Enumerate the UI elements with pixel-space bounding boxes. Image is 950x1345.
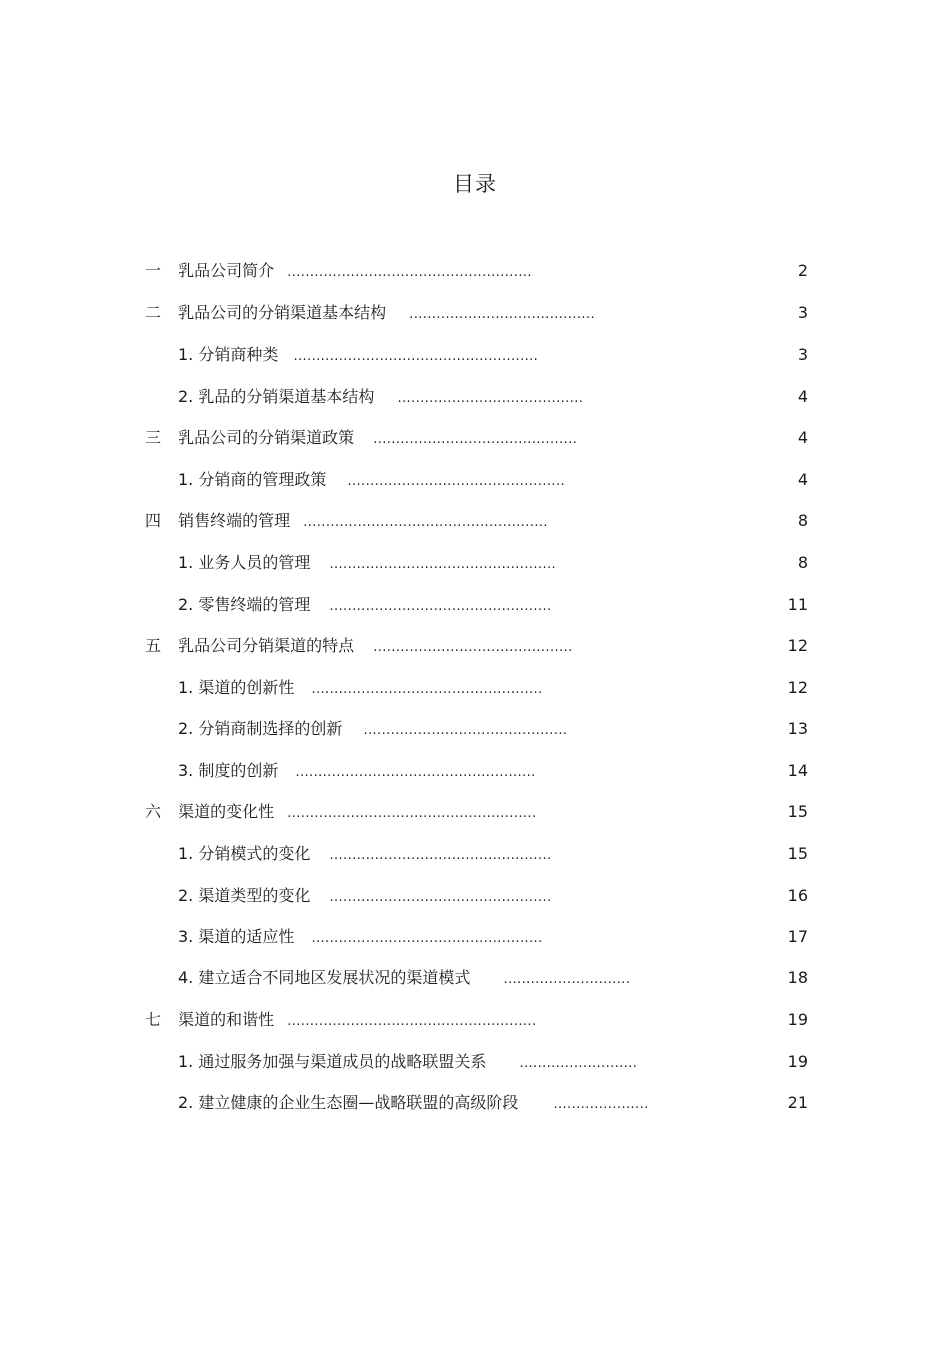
toc-entry[interactable] bbox=[145, 800, 536, 824]
toc-entry[interactable] bbox=[145, 1008, 536, 1032]
toc-entry-leader: ................................................... bbox=[311, 931, 543, 946]
toc-entry-leader: ................................................... bbox=[311, 682, 543, 697]
toc-entry-page: 11 bbox=[787, 595, 808, 614]
toc-entry-label: 4. 建立适合不同地区发展状况的渠道模式 bbox=[178, 968, 471, 987]
toc-entry-number: 七 bbox=[145, 1010, 162, 1029]
toc-entry[interactable] bbox=[178, 966, 630, 990]
toc-entry-label: 1. 分销模式的变化 bbox=[178, 844, 311, 863]
toc-entry-label: 3. 制度的创新 bbox=[178, 761, 279, 780]
toc-entry-leader: ......................................... bbox=[397, 391, 584, 406]
toc-entry-label: 乳品公司的分销渠道基本结构 bbox=[178, 303, 387, 322]
toc-entry-leader: ............................................. bbox=[363, 723, 568, 738]
toc-entry-leader: ....................................................... bbox=[287, 806, 537, 821]
toc-entry-leader: ................................................. bbox=[329, 890, 552, 905]
toc-entry-page: 3 bbox=[797, 345, 808, 364]
toc-entry-page: 8 bbox=[797, 511, 808, 530]
toc-entry-page: 4 bbox=[797, 470, 808, 489]
toc-entry-page: 14 bbox=[787, 761, 808, 780]
toc-entry[interactable] bbox=[178, 551, 556, 575]
toc-entry-label: 1. 渠道的创新性 bbox=[178, 678, 295, 697]
toc-entry-page: 4 bbox=[797, 428, 808, 447]
toc-entry[interactable] bbox=[178, 884, 552, 908]
toc-entry-number: 四 bbox=[145, 511, 162, 530]
toc-entry-leader: .................................................. bbox=[329, 557, 557, 572]
toc-entry-leader: ................................................. bbox=[329, 848, 552, 863]
toc-entry[interactable] bbox=[145, 426, 577, 450]
toc-entry-page: 16 bbox=[787, 886, 808, 905]
toc-entry-page: 19 bbox=[787, 1052, 808, 1071]
toc-entry-number: 二 bbox=[145, 303, 162, 322]
toc-entry-label: 2. 乳品的分销渠道基本结构 bbox=[178, 387, 375, 406]
toc-entry-number: 三 bbox=[145, 428, 162, 447]
toc-entry-leader: .......................... bbox=[519, 1056, 638, 1071]
toc-entry-page: 21 bbox=[787, 1093, 808, 1112]
toc-entry-label: 渠道的变化性 bbox=[178, 802, 275, 821]
toc-entry-label: 1. 业务人员的管理 bbox=[178, 553, 311, 572]
toc-entry-leader: ....................................................... bbox=[287, 1014, 537, 1029]
toc-entry-leader: ............................................ bbox=[373, 640, 573, 655]
toc-entry-page: 13 bbox=[787, 719, 808, 738]
toc-entry[interactable] bbox=[178, 842, 552, 866]
toc-entry-page: 3 bbox=[797, 303, 808, 322]
toc-entry-label: 1. 分销商的管理政策 bbox=[178, 470, 327, 489]
toc-entry[interactable] bbox=[178, 1091, 649, 1115]
toc-entry-leader: ............................ bbox=[503, 972, 631, 987]
toc-entry[interactable] bbox=[178, 468, 565, 492]
toc-entry-label: 乳品公司分销渠道的特点 bbox=[178, 636, 355, 655]
toc-entry-leader: ..................................................... bbox=[295, 765, 536, 780]
toc-entry-label: 2. 分销商制选择的创新 bbox=[178, 719, 343, 738]
toc-entry-page: 15 bbox=[787, 844, 808, 863]
toc-entry[interactable] bbox=[178, 925, 543, 949]
toc-entry-page: 4 bbox=[797, 387, 808, 406]
toc-entry[interactable] bbox=[145, 634, 573, 658]
toc-entry[interactable] bbox=[178, 676, 543, 700]
toc-entry-number: 六 bbox=[145, 802, 162, 821]
toc-entry-number: 一 bbox=[145, 261, 162, 280]
toc-entry[interactable] bbox=[178, 717, 567, 741]
toc-entry[interactable] bbox=[145, 301, 595, 325]
toc-entry-label: 2. 建立健康的企业生态圈—战略联盟的高级阶段 bbox=[178, 1093, 519, 1112]
toc-entry-page: 17 bbox=[787, 927, 808, 946]
toc-entry-label: 乳品公司简介 bbox=[178, 261, 275, 280]
toc-entry-label: 1. 通过服务加强与渠道成员的战略联盟关系 bbox=[178, 1052, 487, 1071]
toc-entry-leader: ............................................. bbox=[373, 432, 578, 447]
toc-entry[interactable] bbox=[145, 259, 532, 283]
toc-entry-page: 12 bbox=[787, 678, 808, 697]
toc-entry-page: 8 bbox=[797, 553, 808, 572]
toc-entry-label: 3. 渠道的适应性 bbox=[178, 927, 295, 946]
toc-entry[interactable] bbox=[145, 509, 548, 533]
toc-entry[interactable] bbox=[178, 1050, 637, 1074]
toc-entry-label: 乳品公司的分销渠道政策 bbox=[178, 428, 355, 447]
toc-entry-leader: ...................................................... bbox=[293, 349, 539, 364]
toc-entry-label: 渠道的和谐性 bbox=[178, 1010, 275, 1029]
toc-entry[interactable] bbox=[178, 385, 583, 409]
toc-entry-page: 19 bbox=[787, 1010, 808, 1029]
toc-entry-page: 12 bbox=[787, 636, 808, 655]
toc-entry-leader: ..................... bbox=[553, 1097, 649, 1112]
toc-entry-number: 五 bbox=[145, 636, 162, 655]
toc-entry-label: 销售终端的管理 bbox=[178, 511, 291, 530]
toc-entry-leader: ......................................... bbox=[409, 307, 596, 322]
toc-entry-page: 15 bbox=[787, 802, 808, 821]
toc-entry[interactable] bbox=[178, 759, 536, 783]
toc-entry-page: 2 bbox=[797, 261, 808, 280]
toc-entry-label: 2. 零售终端的管理 bbox=[178, 595, 311, 614]
toc-entry-leader: ...................................................... bbox=[287, 265, 532, 280]
toc-entry-leader: ...................................................... bbox=[303, 515, 548, 530]
toc-entry-leader: ................................................ bbox=[347, 474, 566, 489]
toc-entry[interactable] bbox=[178, 343, 538, 367]
toc-entry-label: 1. 分销商种类 bbox=[178, 345, 279, 364]
toc-entry-label: 2. 渠道类型的变化 bbox=[178, 886, 311, 905]
toc-entry-leader: ................................................. bbox=[329, 599, 552, 614]
page-title: 目录 bbox=[453, 172, 497, 196]
toc-entry[interactable] bbox=[178, 593, 552, 617]
toc-entry-page: 18 bbox=[787, 968, 808, 987]
